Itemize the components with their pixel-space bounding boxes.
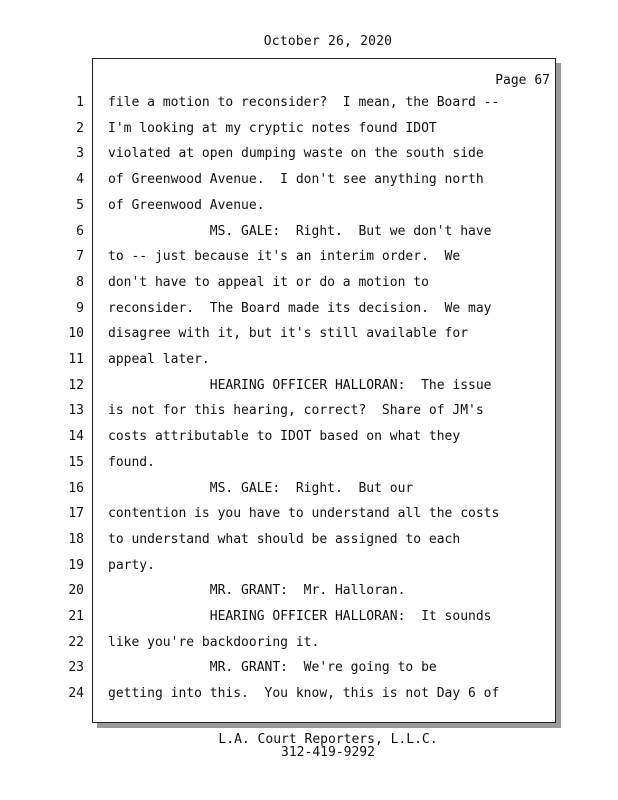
line-text: to -- just because it's an interim order. We	[108, 249, 461, 264]
line-number: 12	[68, 378, 84, 393]
line-number: 15	[68, 455, 84, 470]
footer-company: L.A. Court Reporters, L.L.C.	[218, 732, 438, 747]
line-number: 22	[68, 635, 84, 650]
line-text: of Greenwood Avenue.	[108, 198, 265, 213]
line-number: 8	[76, 275, 84, 290]
line-number: 7	[76, 249, 84, 264]
line-text: like you're backdooring it.	[108, 635, 320, 650]
line-number: 14	[68, 429, 84, 444]
line-text: getting into this. You know, this is not Day 6 of	[108, 686, 500, 701]
line-text: violated at open dumping waste on the south side	[108, 146, 484, 161]
line-text: contention is you have to understand all the costs	[108, 506, 500, 521]
line-number: 21	[68, 609, 84, 624]
line-text: MS. GALE: Right. But we don't have	[108, 224, 492, 239]
line-text: appeal later.	[108, 352, 210, 367]
line-text: file a motion to reconsider? I mean, the Board --	[108, 95, 500, 110]
line-number: 24	[68, 686, 84, 701]
line-text: HEARING OFFICER HALLORAN: It sounds	[108, 609, 492, 624]
line-text: to understand what should be assigned to each	[108, 532, 461, 547]
line-number: 5	[76, 198, 84, 213]
line-text: I'm looking at my cryptic notes found IDOT	[108, 121, 437, 136]
line-number: 18	[68, 532, 84, 547]
line-number: 20	[68, 583, 84, 598]
line-number: 13	[68, 403, 84, 418]
line-number: 16	[68, 481, 84, 496]
line-number: 2	[76, 121, 84, 136]
line-text: MS. GALE: Right. But our	[108, 481, 414, 496]
line-number: 6	[76, 224, 84, 239]
footer	[0, 733, 618, 759]
line-text: MR. GRANT: We're going to be	[108, 660, 437, 675]
line-text: don't have to appeal it or do a motion to	[108, 275, 429, 290]
line-number: 3	[76, 146, 84, 161]
line-number: 11	[68, 352, 84, 367]
line-text: MR. GRANT: Mr. Halloran.	[108, 583, 406, 598]
line-text: costs attributable to IDOT based on what they	[108, 429, 461, 444]
line-text: found.	[108, 455, 155, 470]
line-text: disagree with it, but it's still available for	[108, 326, 469, 341]
line-text: party.	[108, 558, 155, 573]
line-text: of Greenwood Avenue. I don't see anything north	[108, 172, 484, 187]
footer-phone: 312-419-9292	[281, 745, 375, 760]
line-text: is not for this hearing, correct? Share of JM's	[108, 403, 484, 418]
line-number: 23	[68, 660, 84, 675]
line-number: 1	[76, 95, 84, 110]
header-date: October 26, 2020	[263, 34, 393, 49]
line-text: reconsider. The Board made its decision. We may	[108, 301, 492, 316]
line-number: 17	[68, 506, 84, 521]
line-number: 9	[76, 301, 84, 316]
line-number: 19	[68, 558, 84, 573]
line-number: 10	[68, 326, 84, 341]
page-number: Page 67	[495, 73, 550, 88]
line-number: 4	[76, 172, 84, 187]
line-text: HEARING OFFICER HALLORAN: The issue	[108, 378, 492, 393]
